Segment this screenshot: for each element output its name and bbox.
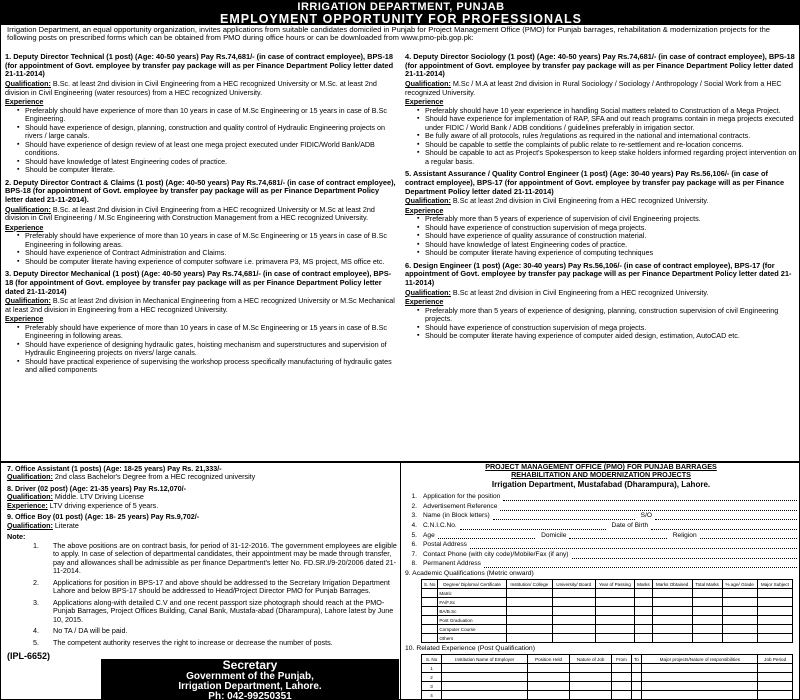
experience-item: ▪ Should be computer literate. [17, 166, 399, 174]
job-post [5, 270, 399, 375]
experience-text: LTV driving experience of 5 years. [47, 500, 159, 510]
post-qualification [5, 206, 399, 223]
table-header-cell: Position Held [528, 655, 570, 664]
table-row [422, 673, 793, 682]
table-header-cell: Institution/ College [506, 580, 552, 589]
qualification-label: Qualification: [7, 472, 53, 482]
post-qualification [405, 197, 797, 205]
table-cell[interactable] [642, 691, 758, 700]
job-post [5, 179, 399, 267]
table-cell[interactable] [506, 607, 552, 616]
field-label-secondary: Date of Birth [611, 522, 649, 530]
experience-item: ▪ Should have experience of Contract Administration and Claims. [17, 249, 399, 257]
form-field-row [405, 501, 797, 511]
field-number: 4. [411, 522, 417, 530]
table-cell[interactable] [652, 589, 692, 598]
department-title: IRRIGATION DEPARTMENT, PUNJAB [297, 1, 505, 13]
qualification-label: Qualification: [5, 79, 51, 89]
table-cell[interactable] [442, 664, 528, 673]
intro-paragraph: Irrigation Department, an equal opportunity organization, invites applications from suitable candidates domiciled in Punjab for Project Management Office (PMO) for Punjab barrages, rehabilitation & modernization projects for the following posts on prescribed forms which can be obtained from PMO during office hours or can be downloaded from www.pmo-pib.gop.pk: [7, 25, 771, 43]
table-header-cell: Nature of Job [569, 655, 611, 664]
table-header-cell: Year of Passing [595, 580, 634, 589]
table-cell[interactable] [422, 634, 438, 643]
experience-item: ▪ Preferably should have 10 year experience in handling Social matters related to Construction of a Mega Project. [417, 107, 797, 115]
table-cell[interactable] [528, 664, 570, 673]
field-input-line[interactable] [484, 561, 797, 568]
experience-list [17, 107, 399, 175]
form-fields [405, 491, 797, 568]
secretary-box [101, 659, 399, 700]
table-cell[interactable] [595, 616, 634, 625]
table-cell[interactable] [506, 616, 552, 625]
field-label: Age [423, 531, 435, 539]
table-cell[interactable] [506, 634, 552, 643]
form-title: PROJECT MANAGEMENT OFFICE (PMO) FOR PUNJAB BARRAGES [485, 463, 717, 471]
application-form [405, 463, 797, 700]
table-cell[interactable] [757, 634, 792, 643]
table-cell: Post Graduation [438, 616, 506, 625]
qualification-label: Qualification: [5, 296, 51, 306]
table-cell[interactable] [692, 607, 722, 616]
table-cell[interactable] [422, 625, 438, 634]
table-cell[interactable] [722, 598, 757, 607]
post-heading: 1. Deputy Director Technical (1 post) (Age: 40-50 years) Pay Rs.74,681/- (in case of contract employee), BPS-18 (for appointment of Govt. employee by transfer pay package will as per Finance Department Policy letter dated 21-11-2014) [5, 53, 394, 79]
table-cell[interactable] [692, 634, 722, 643]
table-header-cell: Major projects/Nature of responsibilities [642, 655, 758, 664]
experience-item: ▪ Should be computer literate having experience of computer software i.e. primavera P3, MS project, MS office etc. [17, 258, 399, 266]
experience-label: Experience [405, 297, 444, 307]
table-cell[interactable] [652, 634, 692, 643]
experience-item: ▪ Should have experience of design review of at least one mega project executed under FIDIC/World Bank/ADB conditions. [17, 141, 399, 158]
experience-table [421, 654, 793, 700]
experience-list [417, 307, 797, 341]
table-row [422, 682, 793, 691]
table-cell: Computer Course [438, 625, 506, 634]
table-cell[interactable] [612, 664, 631, 673]
field-input-line[interactable] [500, 504, 797, 511]
table-cell[interactable] [631, 673, 642, 682]
table-cell[interactable] [631, 664, 642, 673]
job-post [405, 170, 797, 258]
job-post [7, 513, 397, 530]
post-experience [7, 502, 397, 510]
table-cell[interactable] [692, 616, 722, 625]
secretary-government: Government of the Punjab, [186, 671, 314, 682]
field-input-line[interactable] [470, 542, 797, 549]
table-header-cell: Total Marks [692, 580, 722, 589]
experience-list [417, 215, 797, 257]
qualification-text: Middle. LTV Driving License [52, 492, 144, 502]
qualification-label: Qualification: [5, 204, 51, 214]
table-row [422, 664, 793, 673]
table-row [422, 598, 793, 607]
experience-label: Experience: [7, 500, 48, 510]
job-post [405, 262, 797, 341]
field-input-line[interactable] [572, 552, 798, 559]
table-cell[interactable] [642, 673, 758, 682]
form-field-row [405, 491, 797, 501]
table-cell[interactable] [642, 664, 758, 673]
left-column [5, 53, 399, 460]
table-row [422, 589, 793, 598]
post-heading: 8. Driver (02 post) (Age: 21-35 years) Pay Rs.12,070/- [7, 483, 186, 493]
table-cell[interactable] [569, 682, 611, 691]
experience-item: ▪ Should have experience of construction supervision of mega projects. [417, 324, 797, 332]
small-posts [7, 465, 397, 530]
table-cell[interactable] [635, 616, 653, 625]
table-cell[interactable] [757, 589, 792, 598]
table-cell: Others [438, 634, 506, 643]
field-label: Advertisement Reference [423, 502, 498, 510]
table-cell[interactable] [722, 589, 757, 598]
table-cell[interactable] [758, 682, 793, 691]
post-heading: 9. Office Boy (01 post) (Age: 18- 25 years) Pay Rs.9,702/- [7, 512, 200, 522]
note-item: 1. The above positions are on contract basis, for period of 31-12-2016. The government employees are eligible to apply. In case of selection of departmental candidates, their appointment may be made through transfer, pay and allowances shall be admissible as per finance Department's letter No. FD.SR.I/9-20/2006 dated 21-11-2014. [41, 542, 397, 576]
table-cell[interactable] [652, 607, 692, 616]
table-cell[interactable] [635, 634, 653, 643]
post-qualification [405, 80, 797, 97]
table-cell[interactable] [758, 691, 793, 700]
table-cell[interactable] [506, 625, 552, 634]
experience-item: ▪ Should have experience of design, planning, construction and quality control of Hydraulic Engineering projects on rivers / large canals. [17, 124, 399, 141]
field-number: 3. [411, 512, 417, 520]
experience-list [17, 324, 399, 375]
table-cell[interactable] [595, 598, 634, 607]
job-post [5, 53, 399, 175]
table-cell[interactable] [422, 589, 438, 598]
table-cell[interactable] [552, 598, 595, 607]
table-cell: BA/B.Sc [438, 607, 506, 616]
table-header-cell: To [631, 655, 642, 664]
table-header-cell: S. No [422, 655, 442, 664]
table-header-cell: University/ Board [552, 580, 595, 589]
table-cell: Matric [438, 589, 506, 598]
form-field-row [405, 549, 797, 559]
experience-item: ▪ Preferably should have experience of more than 10 years in case of M.Sc Engineering or 15 years in case of B.Sc Engineering in following areas. [17, 232, 399, 249]
table-header-cell: Major Subject [757, 580, 792, 589]
table-cell[interactable] [595, 625, 634, 634]
table-cell[interactable] [612, 682, 631, 691]
table-cell[interactable] [631, 682, 642, 691]
table-cell: 1 [422, 664, 442, 673]
table-cell[interactable] [552, 589, 595, 598]
field-input-line[interactable] [460, 523, 606, 530]
experience-list [17, 232, 399, 266]
experience-item: ▪ Should be computer literate having experience of computer aided design, estimation, AutoCAD etc. [417, 332, 797, 340]
table-cell[interactable] [635, 607, 653, 616]
table-cell[interactable] [692, 598, 722, 607]
qualification-label: Qualification: [7, 492, 53, 502]
table-cell: 4 [422, 691, 442, 700]
field-input-line[interactable] [655, 513, 797, 520]
post-heading: 5. Assistant Assurance / Quality Control Engineer (1 post) (Age: 30-40 years) Pay Rs.56,106/- (in case of contract employee), BPS-17 (for appointment of Govt. employee by transfer pay package will as per Finance Department Policy letter dated 21-11-2014) [405, 169, 785, 196]
table-cell[interactable] [506, 589, 552, 598]
experience-item: ▪ Should be capable to settle the complaints of public relate to re-settlement and re-location concerns. [417, 141, 797, 149]
table-cell[interactable] [612, 673, 631, 682]
qualification-text: B.Sc. at least 2nd division in Civil Engineering from a HEC recognized University or M.Sc at least 2nd division in Civil Engineering / M.Sc Engineering with Construction Management from a HEC recognized University. [5, 204, 375, 223]
table-cell[interactable] [528, 673, 570, 682]
field-input-line[interactable] [493, 513, 635, 520]
table-cell[interactable] [652, 616, 692, 625]
post-qualification [7, 522, 397, 530]
field-label-secondary: Religion [672, 531, 697, 539]
experience-item: ▪ Should be computer literate having experience of computing techniques [417, 249, 797, 257]
field-input-line[interactable] [700, 532, 797, 539]
table-cell[interactable] [569, 673, 611, 682]
job-post [405, 53, 797, 166]
post-heading: 3. Deputy Director Mechanical (1 post) (Age: 40-50 years) Pay Rs.74,681/- (in case of contract employee), BPS-18 (for appointment of Govt. employee by transfer pay package will as per Finance Department Policy letter dated 21-11-2014) [5, 269, 392, 296]
table-cell[interactable] [552, 634, 595, 643]
experience-item: ▪ Should have experience of designing hydraulic gates, hoisting mechanism and superstructures and supervision of Hydraulic Engineering projects on rivers/ large canals. [17, 341, 399, 358]
table-header-cell: Degree/ Diploma/ Certificate [438, 580, 506, 589]
related-experience-title: 10. Related Experience (Post Qualification) [405, 645, 535, 653]
experience-item: ▪ Should have knowledge of latest Engineering codes of practice. [417, 241, 797, 249]
table-cell[interactable] [595, 634, 634, 643]
experience-label: Experience [5, 222, 44, 232]
field-label: C.N.I.C.No. [423, 522, 457, 530]
field-label-secondary: Domicile [541, 531, 567, 539]
table-cell[interactable] [635, 589, 653, 598]
table-cell[interactable] [595, 589, 634, 598]
table-cell[interactable] [442, 691, 528, 700]
post-qualification [5, 297, 399, 314]
field-label: Permanent Address [423, 560, 481, 568]
form-field-row [405, 559, 797, 569]
table-cell[interactable] [552, 616, 595, 625]
field-number: 5. [411, 531, 417, 539]
table-cell[interactable] [569, 691, 611, 700]
field-number: 8. [411, 560, 417, 568]
table-cell[interactable] [595, 607, 634, 616]
table-cell[interactable] [642, 682, 758, 691]
table-header-cell: % age/ Grade [722, 580, 757, 589]
qualification-text: Literate [52, 520, 79, 530]
table-header-cell: Job Period [758, 655, 793, 664]
table-header-cell: Marks [635, 580, 653, 589]
table-header-cell: S. No [422, 580, 438, 589]
table-cell[interactable] [635, 598, 653, 607]
experience-item: ▪ Should be capable to act as Project's Spokesperson to keep stake holders informed regarding project intervention on a regular basis. [417, 149, 797, 166]
note-item: 3. Applications along-with detailed C.V and one recent passport size photograph should reach at the PMO-Punjab Barrages, Project Offices Building, Canal Bank, Mustafa-abad (Dharampura), Lahore latest by June 10, 2015. [41, 599, 397, 624]
table-cell[interactable] [552, 625, 595, 634]
right-column [405, 53, 797, 460]
table-cell[interactable] [528, 691, 570, 700]
table-cell[interactable] [722, 634, 757, 643]
table-cell[interactable] [692, 589, 722, 598]
table-cell[interactable] [722, 607, 757, 616]
table-cell[interactable] [422, 616, 438, 625]
field-number: 2. [411, 502, 417, 510]
form-address: Irrigation Department, Mustafabad (Dharampura), Lahore. [491, 480, 711, 489]
post-heading: 6. Design Engineer (1 post) (Age: 30-40 years) Pay Rs.56,106/- (in case of contract employee), BPS-17 (for appointment of Govt. employee by transfer pay package will as per Finance Department Policy letter dated 21-11-2014) [405, 260, 792, 288]
table-cell[interactable] [758, 664, 793, 673]
field-label: Postal Address [423, 541, 467, 549]
post-heading: 4. Deputy Director Sociology (1 post) (Age: 40-50 years) Pay Rs.74,681/- (in case of contract employee), BPS-18 (for appointment of Govt. employee by transfer pay package will as per Finance Department Policy letter dated 21-11-2014) [405, 53, 795, 79]
table-cell[interactable] [722, 625, 757, 634]
experience-item: ▪ Preferably should have experience of more than 10 years in case of M.Sc Engineering or 15 years in case of B.Sc Engineering. [17, 107, 399, 124]
table-cell[interactable] [569, 664, 611, 673]
experience-item: ▪ Should have practical experience of supervising the workshop process specifically manufacturing of hydraulic gates and allied components [17, 358, 399, 375]
secretary-title: Secretary [222, 658, 278, 672]
academic-table [421, 579, 793, 643]
experience-item: ▪ Should have experience of quality assurance of construction material. [417, 232, 797, 240]
form-subtitle: REHABILITATION AND MODERNIZATION PROJECTS [511, 470, 691, 479]
table-row [422, 625, 793, 634]
field-label-secondary: S/O [640, 512, 653, 520]
table-cell[interactable] [757, 625, 792, 634]
divider-vertical [400, 463, 401, 700]
table-cell[interactable] [757, 607, 792, 616]
table-cell[interactable] [528, 682, 570, 691]
table-cell: FA/F.Sc [438, 598, 506, 607]
qualification-text: B.Sc at least 2nd division in Civil Engineering from a HEC recognized University. [450, 196, 709, 206]
notes-list [41, 542, 397, 650]
post-heading: 2. Deputy Director Contract & Claims (1 post) (Age: 40-50 years) Pay Rs.74,681/- (in case of contract employee), BPS-18 (for appointment of Govt. employee by transfer pay package will as per Finance Department Policy letter dated 21-11-2014). [5, 177, 396, 204]
experience-label: Experience [405, 205, 444, 215]
table-cell: 3 [422, 682, 442, 691]
table-cell[interactable] [652, 598, 692, 607]
table-cell[interactable] [652, 625, 692, 634]
experience-item: ▪ Should have knowledge of latest Engineering codes of practice. [17, 158, 399, 166]
table-header-cell: From [612, 655, 631, 664]
table-cell[interactable] [552, 607, 595, 616]
field-number: 7. [411, 550, 417, 558]
note-item: 5. The competent authority reserves the right to increase or decrease the number of posts. [41, 639, 397, 647]
secretary-phone: Ph: 042-99250351 [208, 691, 292, 700]
qualification-label: Qualification: [405, 79, 451, 89]
experience-item: ▪ Should have experience for implementation of RAP, SFA and out reach programs contain in mega projects executed under FIDIC / World Bank / ADB conditions / guidelines preferably in irrigation sector. [417, 115, 797, 132]
table-cell: 2 [422, 673, 442, 682]
qualification-text: B.Sc at least 2nd division in Mechanical Engineering from a HEC recognized University or M.Sc Mechanical at least 2nd division in Engineering from a HEC recognized University. [5, 296, 395, 314]
table-cell[interactable] [422, 598, 438, 607]
experience-item: ▪ Should have experience of construction supervision of mega projects. [417, 224, 797, 232]
table-cell[interactable] [722, 616, 757, 625]
qualification-label: Qualification: [405, 196, 451, 206]
ipl-reference: (IPL-6652) [7, 651, 51, 661]
field-label: Name (in Block letters) [423, 512, 490, 520]
table-cell[interactable] [506, 598, 552, 607]
table-header-cell: Marks Obtained [652, 580, 692, 589]
table-cell[interactable] [442, 682, 528, 691]
experience-item: ▪ Preferably more than 5 years of experience of supervision of civil Engineering projects. [417, 215, 797, 223]
table-row [422, 634, 793, 643]
table-cell[interactable] [692, 625, 722, 634]
field-number: 1. [411, 493, 417, 501]
experience-label: Experience [405, 97, 444, 107]
table-header-cell: Institution Name of Employer [442, 655, 528, 664]
experience-list [417, 107, 797, 166]
table-cell[interactable] [422, 607, 438, 616]
table-cell[interactable] [758, 673, 793, 682]
table-row [422, 691, 793, 700]
post-qualification [5, 80, 399, 97]
note-item: 4. No TA / DA will be paid. [41, 627, 397, 635]
table-cell[interactable] [757, 598, 792, 607]
field-input-line[interactable] [503, 494, 797, 501]
job-post [7, 485, 397, 510]
qualification-text: M.Sc / M.A at least 2nd division in Rural Sociology / Sociology / Anthropology / Social Work from a HEC recognized University. [405, 79, 782, 97]
note-item: 2. Applications for position in BPS-17 and above should be addressed to the Secretary Irrigation Department Lahore and below BPS-17 should be addressed to Head/Project Director PMO for Punjab Barrages. [41, 579, 397, 596]
post-qualification [7, 473, 397, 481]
field-label: Application for the position [423, 493, 501, 501]
job-post [7, 465, 397, 482]
field-input-line[interactable] [569, 532, 666, 539]
header-banner [1, 1, 800, 25]
field-input-line[interactable] [438, 532, 535, 539]
experience-item: ▪ Preferably should have experience of more than 10 years in case of M.Sc Engineering or 15 years in case of B.Sc Engineering in following areas. [17, 324, 399, 341]
table-row [422, 607, 793, 616]
table-cell[interactable] [612, 691, 631, 700]
table-cell[interactable] [635, 625, 653, 634]
employment-title: EMPLOYMENT OPPORTUNITY FOR PROFESSIONALS [219, 12, 582, 26]
field-number: 6. [411, 541, 417, 549]
table-cell[interactable] [442, 673, 528, 682]
qualification-label: Qualification: [7, 520, 53, 530]
form-field-row [405, 511, 797, 521]
qualification-text: B.Sc at least 2nd division in Civil Engineering from a HEC recognized University. [450, 287, 709, 297]
experience-label: Experience [5, 97, 44, 107]
post-qualification [405, 289, 797, 297]
qualification-text: B.Sc. at least 2nd division in Civil Engineering from a HEC recognized University or M.Sc. at least 2nd division in Civil Engineering (water resources) from a HEC recognized University. [5, 79, 377, 97]
qualification-text: 2nd class Bachelor's Degree from a HEC recognized university [52, 472, 256, 482]
form-field-row [405, 530, 797, 540]
experience-label: Experience [5, 314, 44, 324]
lower-left-section [7, 465, 397, 650]
secretary-department: Irrigation Department, Lahore. [178, 681, 322, 692]
experience-item: ▪ Be fully aware of all protocols, rules /regulations as required in the national and international contracts. [417, 132, 797, 140]
form-field-row [405, 520, 797, 530]
table-header-row [422, 655, 793, 664]
qualification-label: Qualification: [405, 287, 451, 297]
field-label: Contact Phone (with city code)/Mobile/Fax (if any) [423, 550, 569, 558]
academic-title: 9. Academic Qualifications (Metric onward) [405, 570, 534, 578]
table-cell[interactable] [757, 616, 792, 625]
table-header-row [422, 580, 793, 589]
note-label: Note: [7, 532, 26, 542]
post-heading: 7. Office Assistant (1 posts) (Age: 18-25 years) Pay Rs. 21,333/- [7, 465, 222, 473]
experience-item: ▪ Preferably more than 5 years of experience of designing, planning, construction supervision of civil Engineering projects. [417, 307, 797, 324]
field-input-line[interactable] [651, 523, 797, 530]
form-field-row [405, 539, 797, 549]
table-cell[interactable] [631, 691, 642, 700]
table-row [422, 616, 793, 625]
